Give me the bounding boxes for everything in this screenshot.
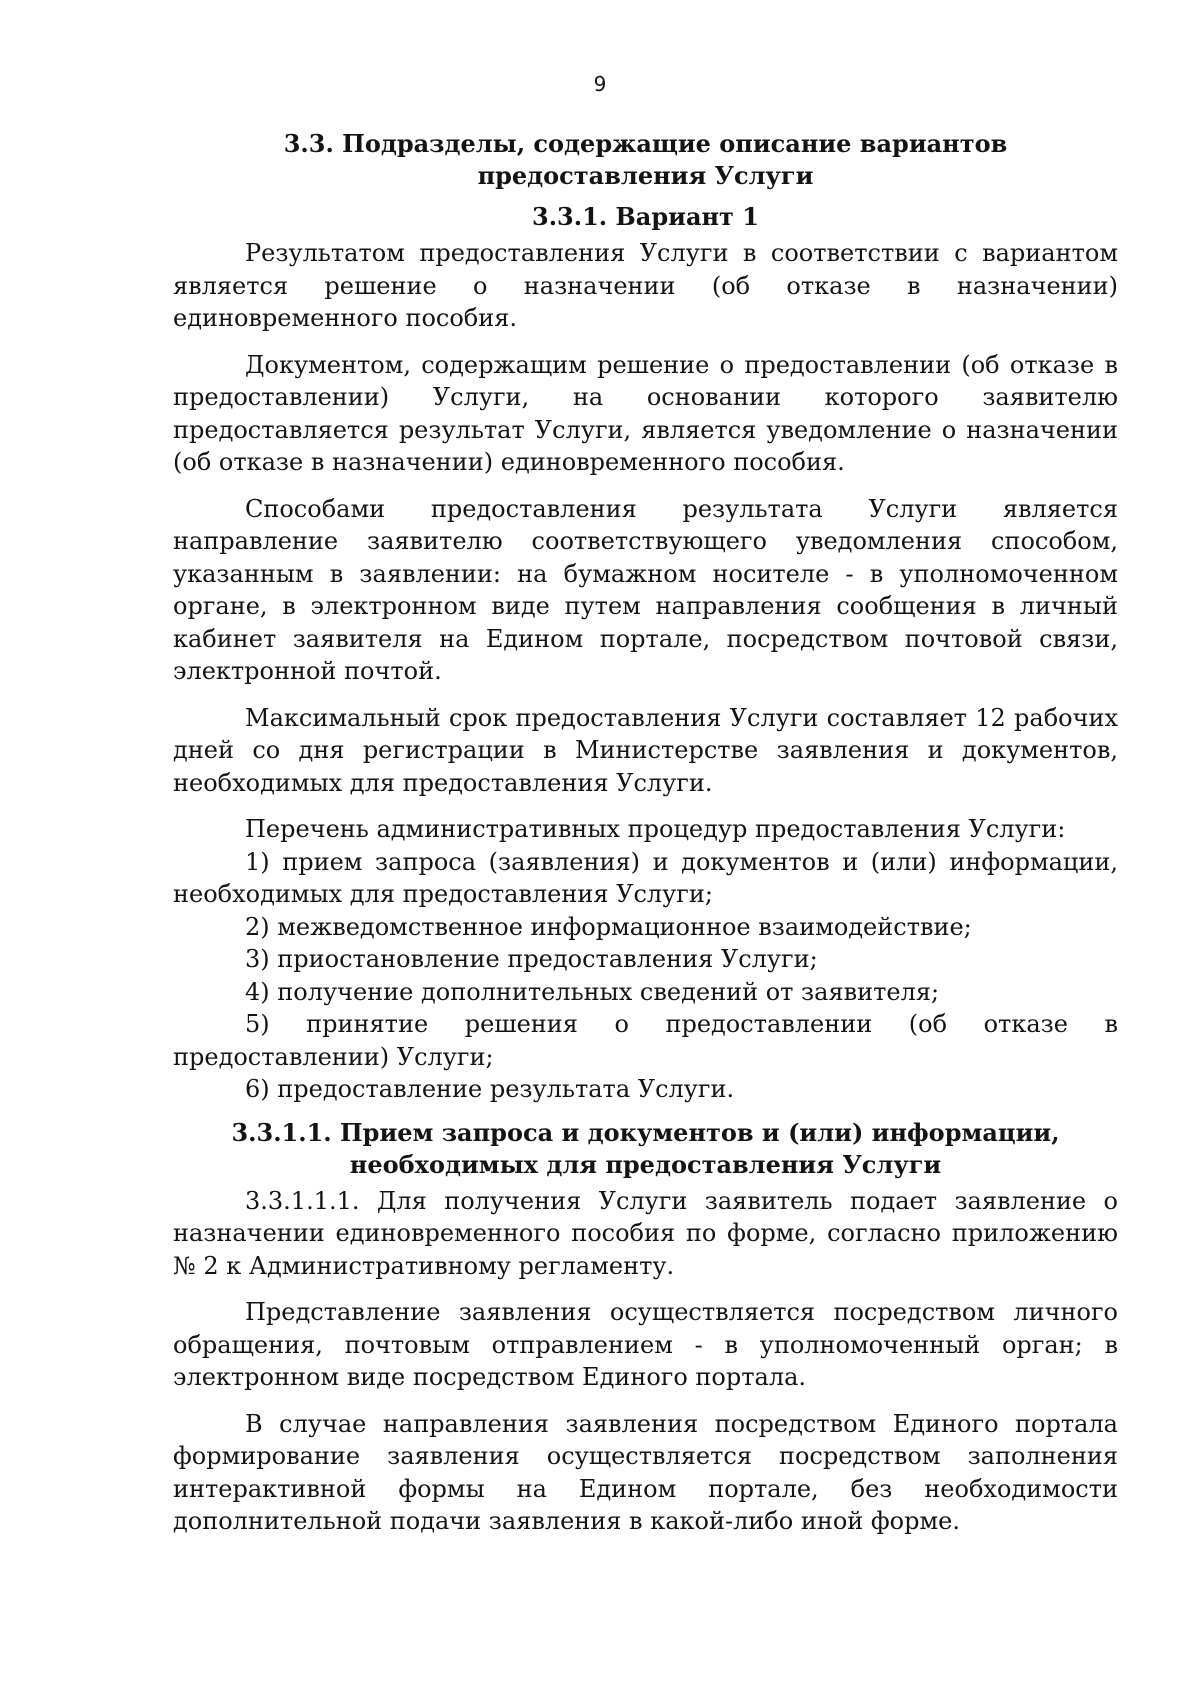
max-term-paragraph: Максимальный срок предоставления Услуги составляет 12 рабочих дней со дня регистрации в Министерстве заявления и документов, необходимых для предоставления Услуги.: [173, 703, 1118, 797]
section-heading: 3.3. Подразделы, содержащие описание вариантов предоставления Услуги: [283, 129, 1008, 190]
result-document-paragraph: Документом, содержащим решение о предоставлении (об отказе в предоставлении) Услуги, на основании которого заявителю предоставляется результат Услуги, является уведомление о назначении (об отказе в назначении) единовременного пособия.: [173, 350, 1118, 476]
list-item: 4) получение дополнительных сведений от заявителя;: [245, 977, 940, 1006]
procedures-list: [173, 813, 1118, 1106]
list-item: 3) приостановление предоставления Услуги;: [245, 945, 818, 973]
portal-paragraph: В случае направления заявления посредством Единого портала формирование заявления осуществляется посредством заполнения интерактивной формы на Едином портале, без необходимости дополнительной подачи заявления в какой-либо иной форме.: [173, 1409, 1118, 1535]
variant-heading: 3.3.1. Вариант 1: [532, 202, 759, 231]
procedures-title: Перечень административных процедур предоставления Услуги:: [245, 815, 1066, 843]
submission-paragraph: Представление заявления осуществляется посредством личного обращения, почтовым отправлением - в уполномоченный орган; в электронном виде посредством Единого портала.: [173, 1298, 1118, 1391]
application-paragraph: 3.3.1.1.1. Для получения Услуги заявитель подает заявление о назначении единовременного пособия по форме, согласно приложению № 2 к Административному регламенту.: [173, 1186, 1118, 1280]
list-item: 5) принятие решения о предоставлении (об отказе в предоставлении) Услуги;: [173, 1010, 1118, 1071]
list-item: 2) межведомственное информационное взаимодействие;: [245, 912, 972, 941]
page-number: 9: [593, 72, 607, 96]
list-item: 6) предоставление результата Услуги.: [245, 1075, 735, 1103]
result-paragraph: Результатом предоставления Услуги в соответствии с вариантом является решение о назначении (об отказе в назначении) единовременного пособия.: [173, 239, 1118, 332]
subsection-heading: 3.3.1.1. Прием запроса и документов и (или) информации, необходимых для предоставления Услуги: [231, 1117, 1060, 1179]
list-item: 1) прием запроса (заявления) и документов и (или) информации, необходимых для предоставления Услуги;: [173, 847, 1118, 908]
result-methods-paragraph: Способами предоставления результата Услуги является направление заявителю соответствующего уведомления способом, указанным в заявлении: на бумажном носителе - в уполномоченном органе, в электронном виде путем направления сообщения в личный кабинет заявителя на Едином портале, посредством почтовой связи, электронной почтой.: [173, 494, 1118, 685]
document-body: [173, 128, 1118, 1552]
